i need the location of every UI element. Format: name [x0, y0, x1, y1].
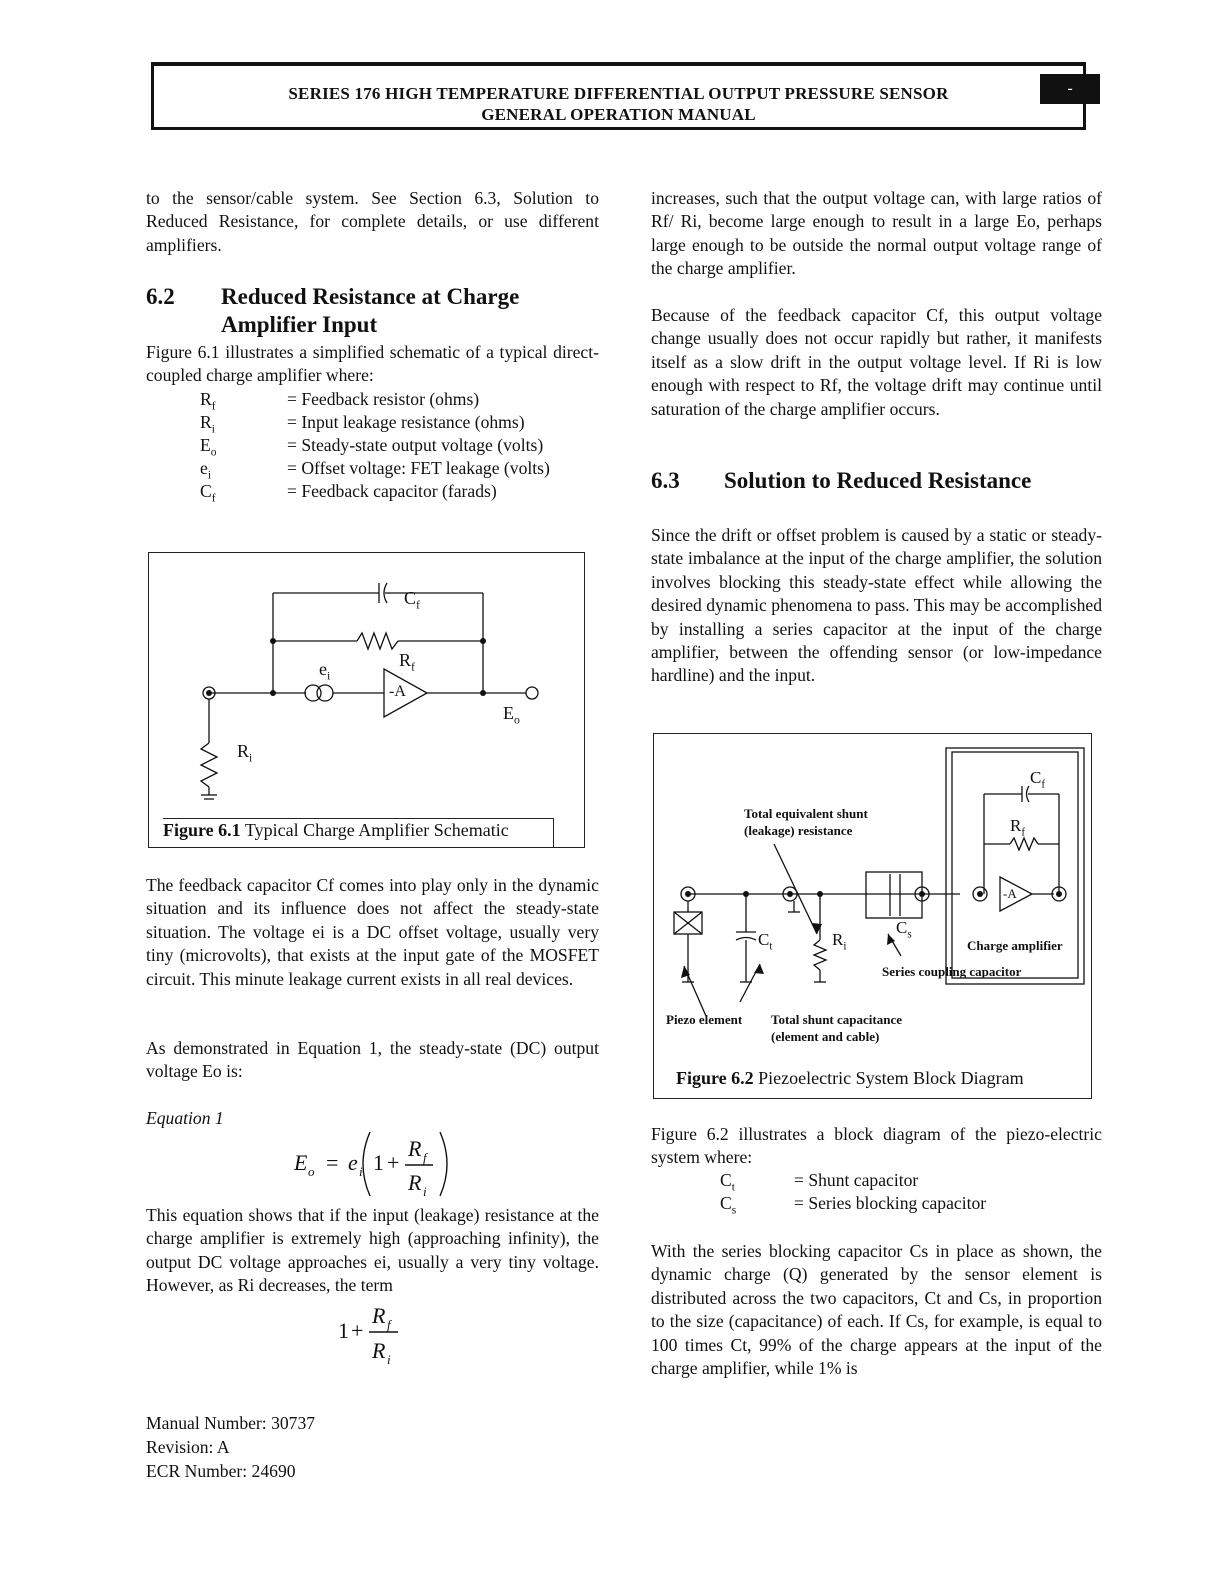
figure-6-2-caption: Figure 6.2 Piezoelectric System Block Diagram [676, 1068, 1024, 1088]
svg-text:R: R [372, 1338, 386, 1363]
with-series-capacitor-paragraph: With the series blocking capacitor Cs in place as shown, the dynamic charge (Q) generated by the sensor element is distributed across the two capacitors, Ct and Cs, in proportion to the size (capacitance) of each. If Cs, for example, is equal to 100 times Ct, 99% of the charge appears at the input of the charge amplifier, while 1% is [651, 1241, 1102, 1379]
header-title-line2: GENERAL OPERATION MANUAL [481, 105, 756, 124]
because-paragraph: Because of the feedback capacitor Cf, this output voltage change usually does not occur rapidly but rather, it manifests itself as a slow drift in the output voltage level. If Ri is low enough with respect to Rf, the voltage drift may continue until saturation of the charge amplifier occurs. [651, 305, 1102, 419]
svg-text:E: E [294, 1150, 308, 1175]
page-number-tab: - [1040, 74, 1100, 104]
fig62-label-ri: $R_i$ [832, 930, 847, 953]
fig62-label-shunt-resistance-1: Total equivalent shunt [744, 806, 868, 821]
fig62-label-piezo-element: Piezo element [666, 1012, 743, 1027]
svg-text:f: f [423, 1150, 427, 1165]
section-6-2-title-line2: Amplifier Input [221, 312, 378, 337]
definition-rf: $R_f$ = Feedback resistor (ohms) [200, 389, 480, 413]
definition-cs: $C_s$ = Series blocking capacitor [720, 1193, 987, 1217]
fig61-label-ei: $e_i$ [319, 659, 331, 683]
footer-ecr-number: ECR Number: 24690 [146, 1461, 296, 1481]
svg-text:R: R [372, 1303, 386, 1328]
fig62-label-charge-amplifier: Charge amplifier [967, 938, 1063, 953]
footer-manual-number: Manual Number: 30737 [146, 1413, 316, 1433]
section-6-2-title-line1: Reduced Resistance at Charge [221, 284, 520, 309]
definition-ri: $R_i$ = Input leakage resistance (ohms) [200, 412, 525, 436]
feedback-capacitor-paragraph: The feedback capacitor Cf comes into play only in the dynamic situation and its influence does not affect the steady-state situation. The voltage ei is a DC offset voltage, usually very tiny (microvolts), that exists at the input gate of the MOSFET circuit. This minute leakage current exists in all real devices. [146, 875, 599, 989]
fig62-label-shunt-capacitance-1: Total shunt capacitance [771, 1012, 902, 1027]
section-6-3-title: Solution to Reduced Resistance [724, 468, 1032, 493]
svg-text:+: + [351, 1318, 364, 1343]
fig61-label-amp: -A [389, 683, 406, 700]
fig62-label-cf: $C_f$ [1030, 768, 1046, 791]
footer-revision: Revision: A [146, 1437, 230, 1457]
figure-6-2-frame [653, 733, 1092, 1099]
since-paragraph: Since the drift or offset problem is caused by a static or steady-state imbalance at the input of the charge amplifier, the solution involves blocking this steady-state effect while allowing the desired dynamic phenomena to pass. This may be accomplished by installing a series capacitor at the input of the charge amplifier, between the offending sensor (or low-impedance hardline) and the input. [651, 525, 1102, 686]
svg-text:1: 1 [373, 1150, 384, 1175]
svg-text:R: R [408, 1136, 422, 1161]
figure-6-1-caption: Figure 6.1 Typical Charge Amplifier Schematic [163, 820, 509, 840]
svg-text:i: i [387, 1352, 391, 1367]
fig62-label-ct: $C_t$ [758, 930, 773, 953]
charge-amplifier-schematic [149, 553, 586, 849]
svg-text:+: + [387, 1150, 400, 1175]
fig62-label-shunt-capacitance-2: (element and cable) [771, 1029, 880, 1044]
svg-text:e: e [348, 1150, 358, 1175]
svg-text:1: 1 [338, 1318, 349, 1343]
svg-text:i: i [359, 1164, 363, 1179]
svg-text:=: = [326, 1150, 339, 1175]
fig62-label-rf: $R_f$ [1010, 816, 1026, 839]
definition-ct: $C_t$ = Shunt capacitor [720, 1170, 919, 1194]
equation-term [336, 1298, 416, 1368]
figure-6-2-intro: Figure 6.2 illustrates a block diagram of the piezo-electric system where: [651, 1124, 1102, 1168]
fig61-label-cf: $C_f$ [404, 588, 420, 612]
svg-text:R: R [408, 1170, 422, 1195]
equation-intro-paragraph: As demonstrated in Equation 1, the steady-state (DC) output voltage Eo is: [146, 1038, 599, 1082]
svg-text:i: i [423, 1184, 427, 1199]
section-6-2-number: 6.2 [146, 284, 175, 309]
piezo-system-block-diagram [654, 734, 1093, 1100]
left-definitions-list [200, 389, 600, 509]
equation-1 [290, 1124, 470, 1200]
equation-shows-paragraph: This equation shows that if the input (leakage) resistance at the charge amplifier is extremely high (approaching infinity), the output DC voltage approaches ei, usually a very tiny voltage. However, as Ri decreases, the term [146, 1205, 599, 1296]
svg-text:o: o [308, 1164, 315, 1179]
fig62-label-series-capacitor: Series coupling capacitor [882, 964, 1022, 979]
fig62-label-amp: -A [1003, 886, 1017, 901]
increases-paragraph: increases, such that the output voltage can, with large ratios of Rf/ Ri, become large enough to result in a large Eo, perhaps large enough to be outside the normal output voltage range of the charge amplifier. [651, 188, 1102, 279]
fig61-label-ri: $R_i$ [237, 741, 253, 765]
figure-6-1-intro: Figure 6.1 illustrates a simplified schematic of a typical direct-coupled charge amplifier where: [146, 342, 599, 386]
fig61-label-rf: $R_f$ [399, 650, 415, 674]
equation-1-label: Equation 1 [146, 1108, 224, 1128]
definition-cf: $C_f$ = Feedback capacitor (farads) [200, 481, 497, 505]
svg-text:f: f [387, 1317, 391, 1332]
fig61-label-eo: $E_o$ [503, 703, 520, 727]
figure-6-1-frame [148, 552, 585, 848]
fig62-label-shunt-resistance-2: (leakage) resistance [744, 823, 853, 838]
fig62-label-cs: $C_s$ [896, 918, 912, 941]
definition-ei: $e_i$ = Offset voltage: FET leakage (volts) [200, 458, 550, 482]
right-definitions-list [720, 1170, 1100, 1220]
header-title-line1: SERIES 176 HIGH TEMPERATURE DIFFERENTIAL OUTPUT PRESSURE SENSOR [288, 84, 949, 103]
left-intro-paragraph: to the sensor/cable system. See Section 6.3, Solution to Reduced Resistance, for complete details, or use different amplifiers. [146, 188, 599, 255]
definition-eo: $E_o$ = Steady-state output voltage (volts) [200, 435, 544, 459]
section-6-3-number: 6.3 [651, 468, 680, 493]
